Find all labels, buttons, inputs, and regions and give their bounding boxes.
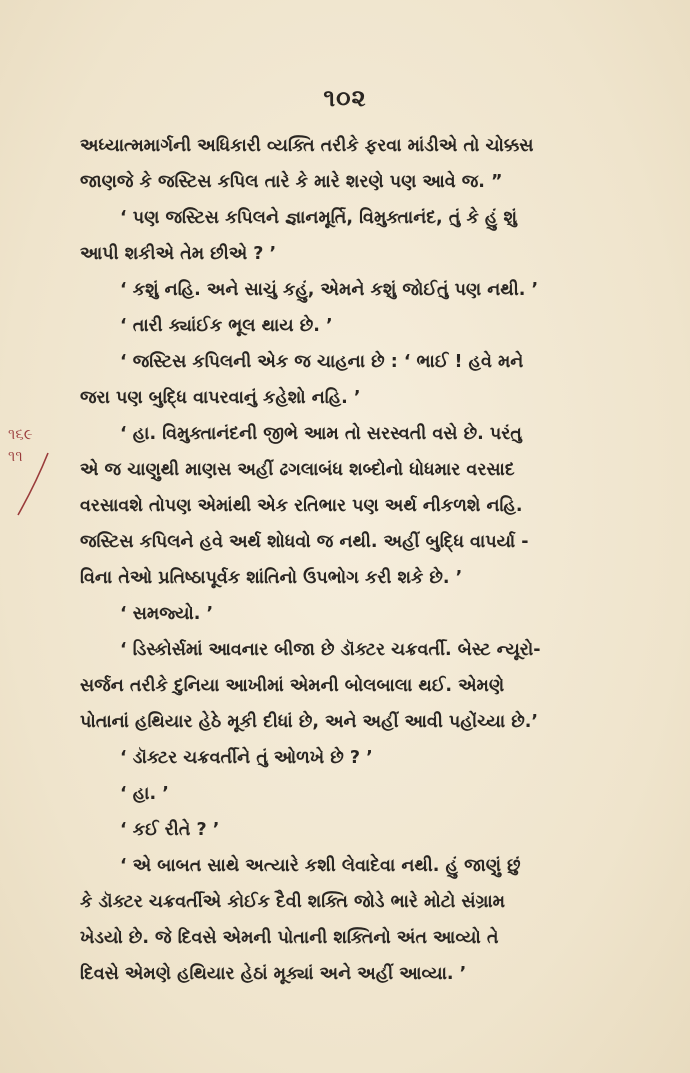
body-text [80,128,652,992]
text-line: વિના તેઓ પ્રતિષ્ઠાપૂર્વક શાંતિનો ઉપભોગ કરી શકે છે. ’ [80,568,463,588]
text-line: ‘ હા. ’ [120,784,169,804]
text-line: જાણજે કે જસ્ટિસ કપિલ તારે કે મારે શરણે પણ આવે જ. ” [80,172,503,192]
text-line: વરસાવશે તોપણ એમાંથી એક રતિભાર પણ અર્થ નીકળશે નહિ. [80,496,523,516]
paragraph [80,776,652,812]
paragraph [80,848,652,992]
margin-annotation-line: ૧૧ [8,447,23,465]
text-line: ખેડયો છે. જે દિવસે એમની પોતાની શક્તિનો અંત આવ્યો તે [80,928,499,948]
margin-annotation [8,423,50,543]
text-line: જસ્ટિસ કપિલને હવે અર્થ શોધવો જ નથી. અહીં બુદ્ધિ વાપર્યા - [80,532,529,552]
text-line: ‘ ડૉક્ટર ચક્રવર્તીને તું ઓળખે છે ? ’ [120,748,373,768]
paragraph [80,344,652,416]
margin-stroke-icon [8,423,50,543]
paragraph [80,596,652,632]
text-line: ‘ એ બાબત સાથે અત્યારે કશી લેવાદેવા નથી. હું જાણું છું [120,856,521,876]
text-line: ‘ હા. વિમુક્તાનંદની જીભે આમ તો સરસ્વતી વસે છે. પરંતુ [120,424,522,444]
text-line: સર્જન તરીકે દુનિયા આખીમાં એમની બોલબાલા થઈ. એમણે [80,676,505,696]
text-line: દિવસે એમણે હથિયાર હેઠાં મૂક્યાં અને અહીં આવ્યા. ’ [80,964,467,984]
paragraph [80,416,652,596]
paragraph [80,200,652,272]
paragraph [80,740,652,776]
paragraph [80,632,652,740]
text-line: ‘ કઈ રીતે ? ’ [120,820,220,840]
text-line: પોતાનાં હથિયાર હેઠે મૂકી દીધાં છે, અને અહીં આવી પહોંચ્યા છે.’ [80,712,539,732]
text-line: ‘ ડિસ્કોર્સમાં આવનાર બીજા છે ડૉક્ટર ચક્રવર્તી. બેસ્ટ ન્યૂરો- [120,640,541,660]
text-line: જરા પણ બુદ્ધિ વાપરવાનું કહેશો નહિ. ’ [80,388,361,408]
text-line: ‘ પણ જસ્ટિસ કપિલને જ્ઞાનમૂર્તિ, વિમુક્તાનંદ, તું કે હું શું [120,208,517,228]
paragraph [80,812,652,848]
paragraph [80,128,652,200]
text-line: કે ડૉક્ટર ચક્રવર્તીએ કોઈક દૈવી શક્તિ જોડે ભારે મોટો સંગ્રામ [80,892,506,912]
text-line: એ જ ચાણુથી માણસ અહીં ઢગલાબંધ શબ્દોનો ધોધમાર વરસાદ [80,460,515,480]
text-line: આપી શકીએ તેમ છીએ ? ’ [80,244,277,264]
margin-annotation-line: ૧૬૯ [8,425,33,443]
text-line: ‘ સમજ્યો. ’ [120,604,214,624]
text-line: ‘ જસ્ટિસ કપિલની એક જ ચાહના છે : ‘ ભાઈ ! હવે મને [120,352,524,372]
text-line: ‘ કશું નહિ. અને સાચું કહું, એમને કશું જોઈતું પણ નથી. ’ [120,280,539,300]
page-number: ૧૦૨ [323,84,367,112]
text-line: ‘ તારી ક્યાંઈક ભૂલ થાય છે. ’ [120,316,333,336]
paragraph [80,272,652,308]
text-line: અધ્યાત્મમાર્ગની અધિકારી વ્યક્તિ તરીકે ફરવા માંડીએ તો ચોક્કસ [80,136,534,156]
paragraph [80,308,652,344]
